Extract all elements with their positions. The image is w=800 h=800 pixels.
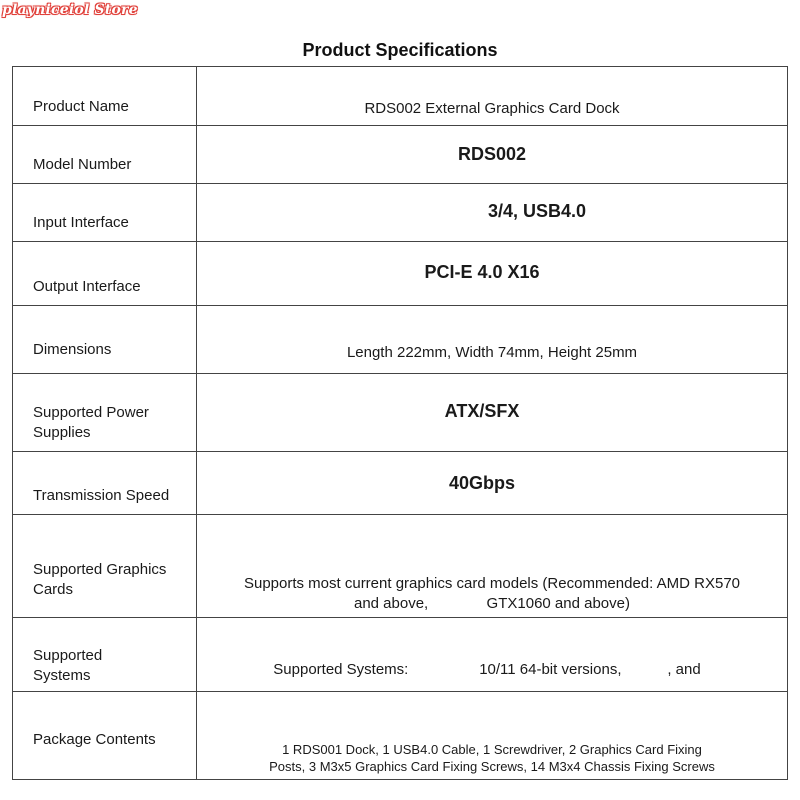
value-cell bbox=[197, 126, 788, 184]
row-value: Supported Systems: 10/11 64-bit versions, , and bbox=[273, 661, 701, 678]
row-value: PCI-E 4.0 X16 bbox=[424, 262, 540, 282]
label-cell bbox=[13, 67, 197, 126]
row-label: Input Interface bbox=[33, 214, 129, 231]
row-label: Supported Systems bbox=[33, 647, 103, 684]
table-row-supported-systems bbox=[13, 618, 788, 692]
table-row-model-number bbox=[13, 126, 788, 184]
row-label: Model Number bbox=[33, 156, 132, 173]
table-row-graphics-cards bbox=[13, 515, 788, 618]
label-cell bbox=[13, 515, 197, 618]
row-value: RDS002 External Graphics Card Dock bbox=[364, 100, 620, 117]
table-row-dimensions bbox=[13, 306, 788, 374]
value-cell bbox=[197, 618, 788, 692]
label-cell bbox=[13, 618, 197, 692]
row-label: Product Name bbox=[33, 98, 129, 115]
table-row-transmission-speed bbox=[13, 452, 788, 515]
row-value: 3/4, USB4.0 bbox=[487, 201, 587, 221]
label-cell bbox=[13, 452, 197, 515]
label-cell bbox=[13, 374, 197, 452]
row-value-line-1: 1 RDS001 Dock, 1 USB4.0 Cable, 1 Screwdriver, 2 Graphics Card Fixing bbox=[282, 742, 702, 757]
row-label: Package Contents bbox=[33, 731, 156, 748]
label-cell bbox=[13, 126, 197, 184]
value-cell bbox=[197, 515, 788, 618]
label-cell bbox=[13, 184, 197, 242]
store-watermark: playniceiol Store bbox=[2, 2, 138, 18]
value-cell bbox=[197, 374, 788, 452]
table-row-package-contents bbox=[13, 692, 788, 780]
value-cell bbox=[197, 67, 788, 126]
value-cell bbox=[197, 692, 788, 780]
row-value: 40Gbps bbox=[448, 473, 516, 493]
row-value-line-2: Posts, 3 M3x5 Graphics Card Fixing Screws, 14 M3x4 Chassis Fixing Screws bbox=[269, 759, 715, 774]
row-label: Dimensions bbox=[33, 341, 112, 358]
table-row-power-supplies bbox=[13, 374, 788, 452]
table-row-product-name bbox=[13, 67, 788, 126]
row-value: ATX/SFX bbox=[444, 401, 520, 421]
value-cell bbox=[197, 184, 788, 242]
table-row-input-interface bbox=[13, 184, 788, 242]
row-label: Supported Power Supplies bbox=[33, 404, 149, 441]
specifications-table bbox=[12, 66, 788, 780]
row-label: Supported Graphics Cards bbox=[33, 561, 167, 598]
page-title: Product Specifications bbox=[302, 40, 498, 60]
value-cell bbox=[197, 306, 788, 374]
table-row-output-interface bbox=[13, 242, 788, 306]
row-label: Transmission Speed bbox=[33, 487, 170, 504]
row-value-line-2: and above, GTX1060 and above) bbox=[353, 595, 630, 612]
row-value-line-1: Supports most current graphics card models (Recommended: AMD RX570 bbox=[243, 575, 741, 592]
row-value: RDS002 bbox=[457, 144, 527, 164]
value-cell bbox=[197, 452, 788, 515]
row-value: Length 222mm, Width 74mm, Height 25mm bbox=[346, 344, 638, 361]
label-cell bbox=[13, 692, 197, 780]
label-cell bbox=[13, 242, 197, 306]
label-cell bbox=[13, 306, 197, 374]
row-label: Output Interface bbox=[33, 278, 141, 295]
value-cell bbox=[197, 242, 788, 306]
